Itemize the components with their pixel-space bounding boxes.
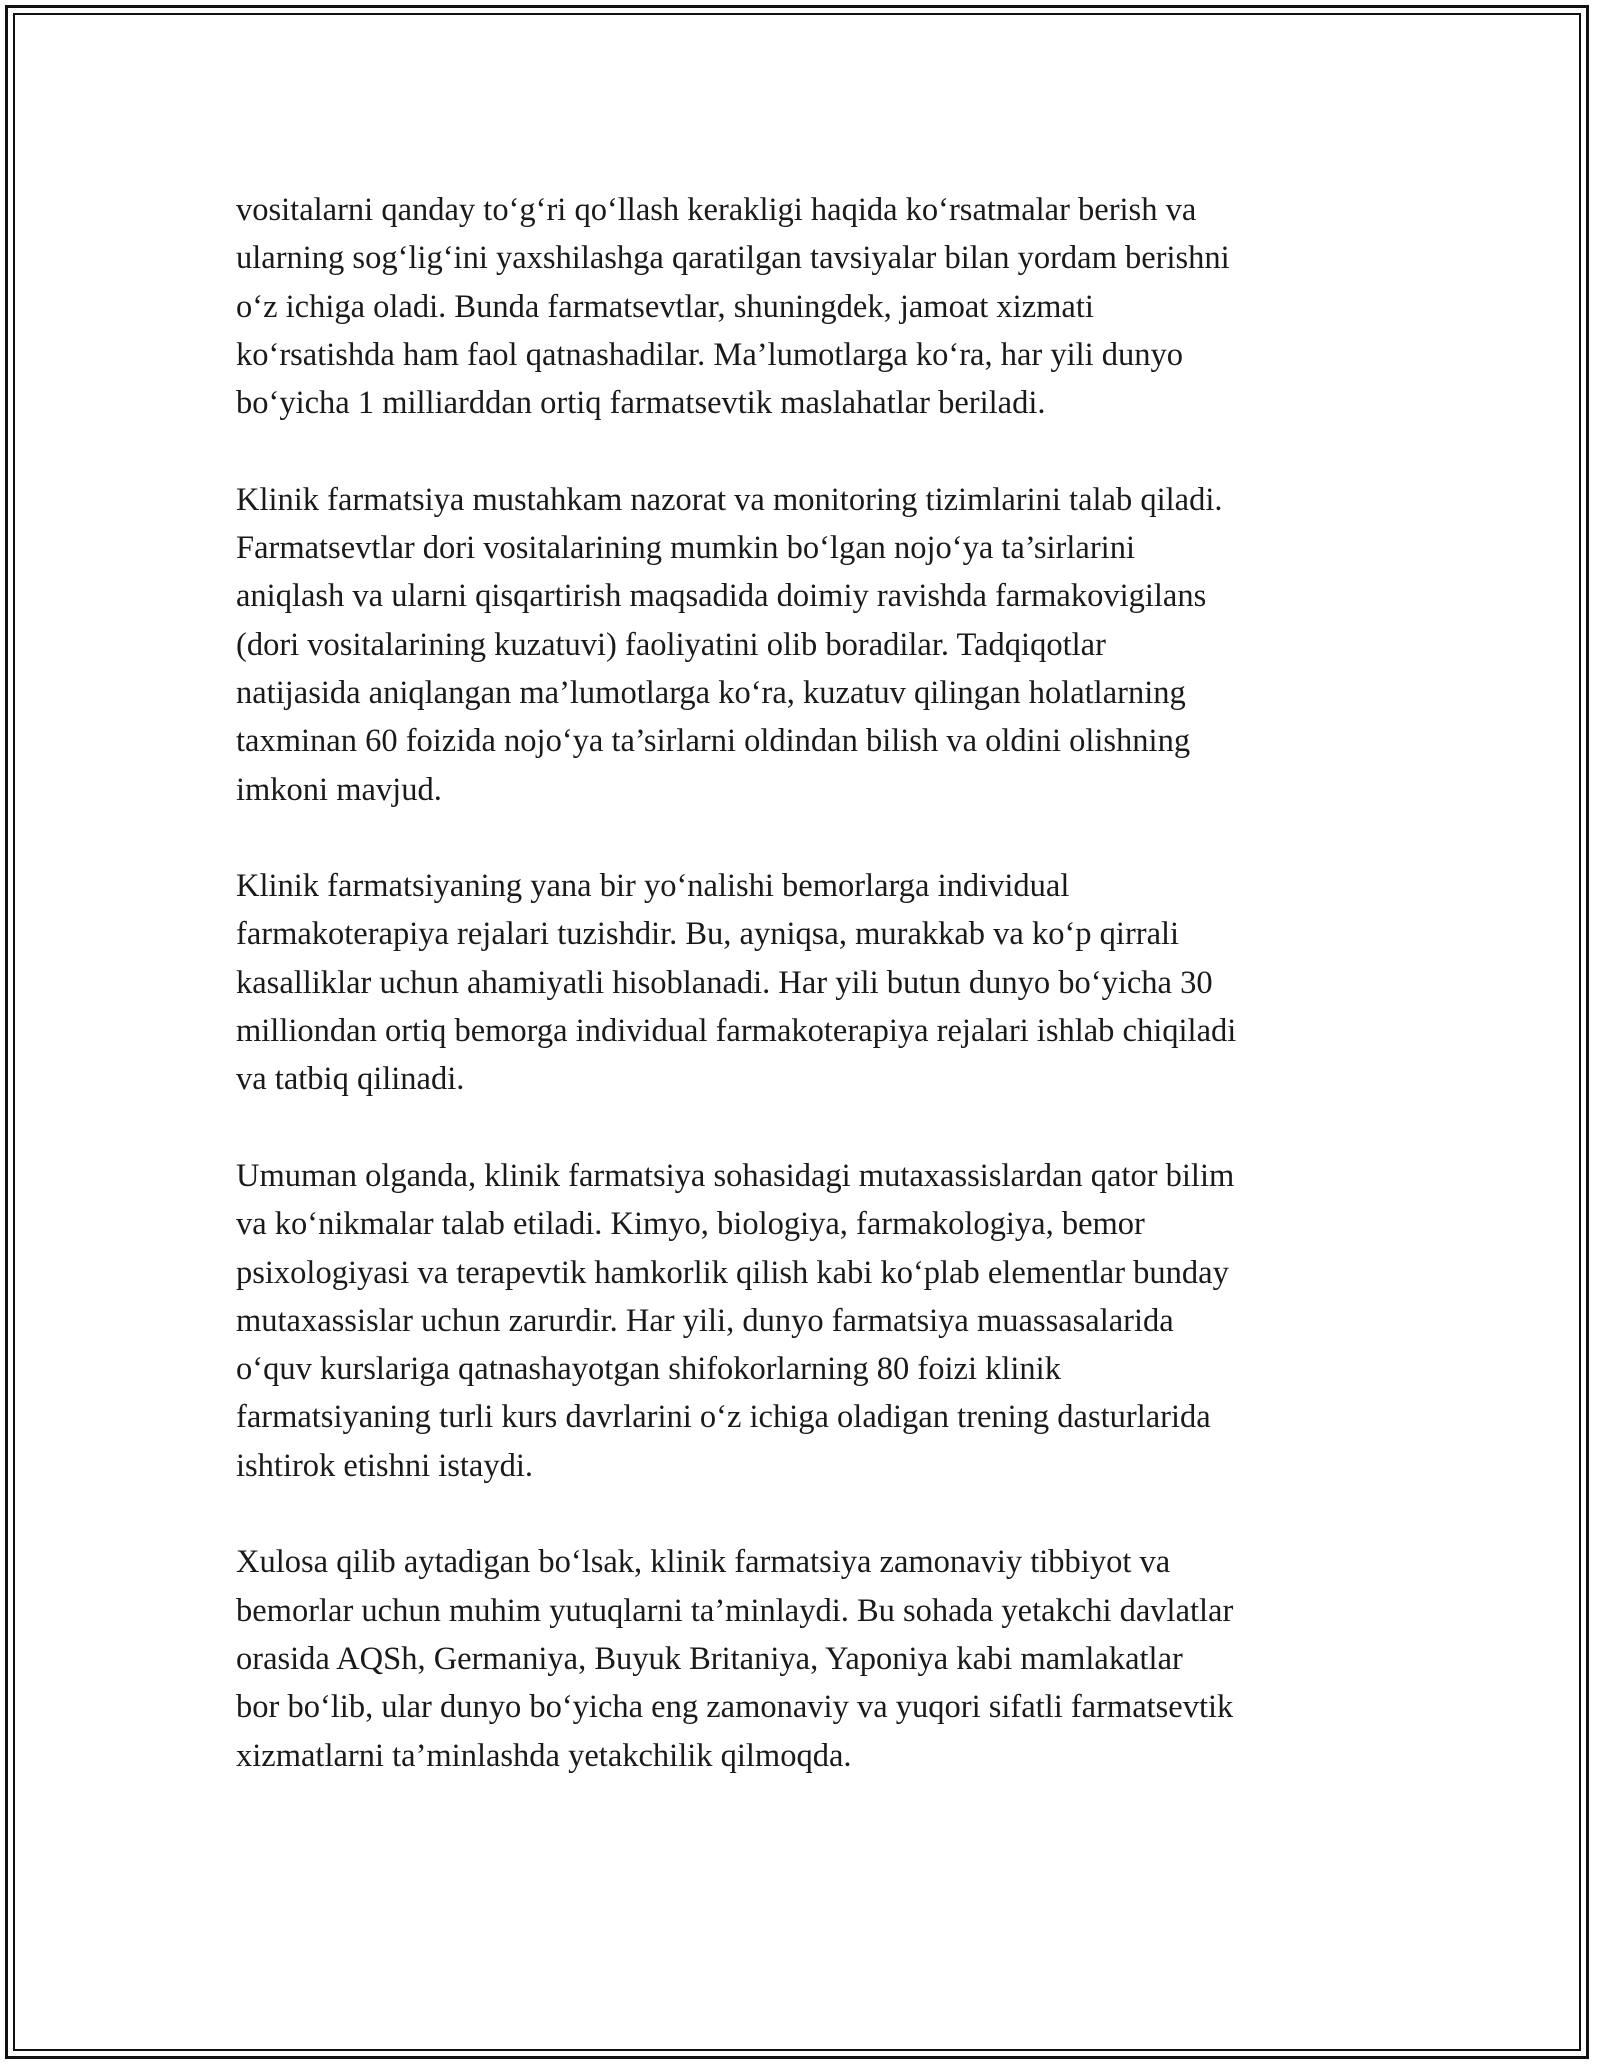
text-line: taxminan 60 foizida nojo‘ya ta’sirlarni oldindan bilish va oldini olishning [236,723,1191,760]
text-line: milliondan ortiq bemorga individual farmakoterapiya rejalari ishlab chiqiladi [236,1013,1237,1050]
text-line: Klinik farmatsiyaning yana bir yo‘nalishi bemorlarga individual [236,868,1070,905]
paragraph-3 [236,862,1376,1103]
text-line: psixologiyasi va terapevtik hamkorlik qilish kabi ko‘plab elementlar bunday [236,1254,1229,1291]
paragraph-2 [236,476,1376,814]
text-line: imkoni mavjud. [236,771,442,808]
text-line: aniqlash va ularni qisqartirish maqsadida doimiy ravishda farmakovigilans [236,578,1207,615]
text-line: ularning sog‘lig‘ini yaxshilashga qaratilgan tavsiyalar bilan yordam berishni [236,240,1230,277]
text-line: mutaxassislar uchun zarurdir. Har yili, dunyo farmatsiya muassasalarida [236,1302,1174,1339]
text-line: o‘z ichiga oladi. Bunda farmatsevtlar, shuningdek, jamoat xizmati [236,288,1094,325]
text-line: farmakoterapiya rejalari tuzishdir. Bu, ayniqsa, murakkab va ko‘p qirrali [236,916,1180,953]
document-body [236,186,1376,1828]
text-line: ko‘rsatishda ham faol qatnashadilar. Ma’lumotlarga ko‘ra, har yili dunyo [236,336,1184,373]
text-line: natijasida aniqlangan ma’lumotlarga ko‘ra, kuzatuv qilingan holatlarning [236,674,1186,711]
text-line: o‘quv kurslariga qatnashayotgan shifokorlarning 80 foizi klinik [236,1351,1061,1388]
text-line: farmatsiyaning turli kurs davrlarini o‘z ichiga oladigan trening dasturlarida [236,1399,1211,1436]
text-line: orasida AQSh, Germaniya, Buyuk Britaniya, Yaponiya kabi mamlakatlar [236,1640,1183,1677]
text-line: (dori vositalarining kuzatuvi) faoliyatini olib boradilar. Tadqiqotlar [236,626,1106,663]
text-line: kasalliklar uchun ahamiyatli hisoblanadi. Har yili butun dunyo bo‘yicha 30 [236,964,1213,1001]
text-line: xizmatlarni ta’minlashda yetakchilik qilmoqda. [236,1737,852,1774]
text-line: va ko‘nikmalar talab etiladi. Kimyo, biologiya, farmakologiya, bemor [236,1206,1145,1243]
text-line: bo‘yicha 1 milliarddan ortiq farmatsevtik maslahatlar beriladi. [236,385,1046,422]
text-line: bemorlar uchun muhim yutuqlarni ta’minlaydi. Bu sohada yetakchi davlatlar [236,1592,1234,1629]
text-line: Umuman olganda, klinik farmatsiya sohasidagi mutaxassislardan qator bilim [236,1157,1235,1194]
paragraph-5 [236,1538,1376,1779]
text-line: Klinik farmatsiya mustahkam nazorat va monitoring tizimlarini talab qiladi. [236,481,1223,518]
text-line: ishtirok etishni istaydi. [236,1447,534,1484]
text-line: Xulosa qilib aytadigan bo‘lsak, klinik farmatsiya zamonaviy tibbiyot va [236,1544,1171,1581]
text-line: vositalarni qanday to‘g‘ri qo‘llash kerakligi haqida ko‘rsatmalar berish va [236,192,1197,228]
paragraph-4 [236,1152,1376,1490]
text-line: va tatbiq qilinadi. [236,1061,465,1098]
paragraph-1 [236,186,1376,427]
text-line: bor bo‘lib, ular dunyo bo‘yicha eng zamonaviy va yuqori sifatli farmatsevtik [236,1689,1234,1726]
text-line: Farmatsevtlar dori vositalarining mumkin bo‘lgan nojo‘ya ta’sirlarini [236,530,1135,567]
